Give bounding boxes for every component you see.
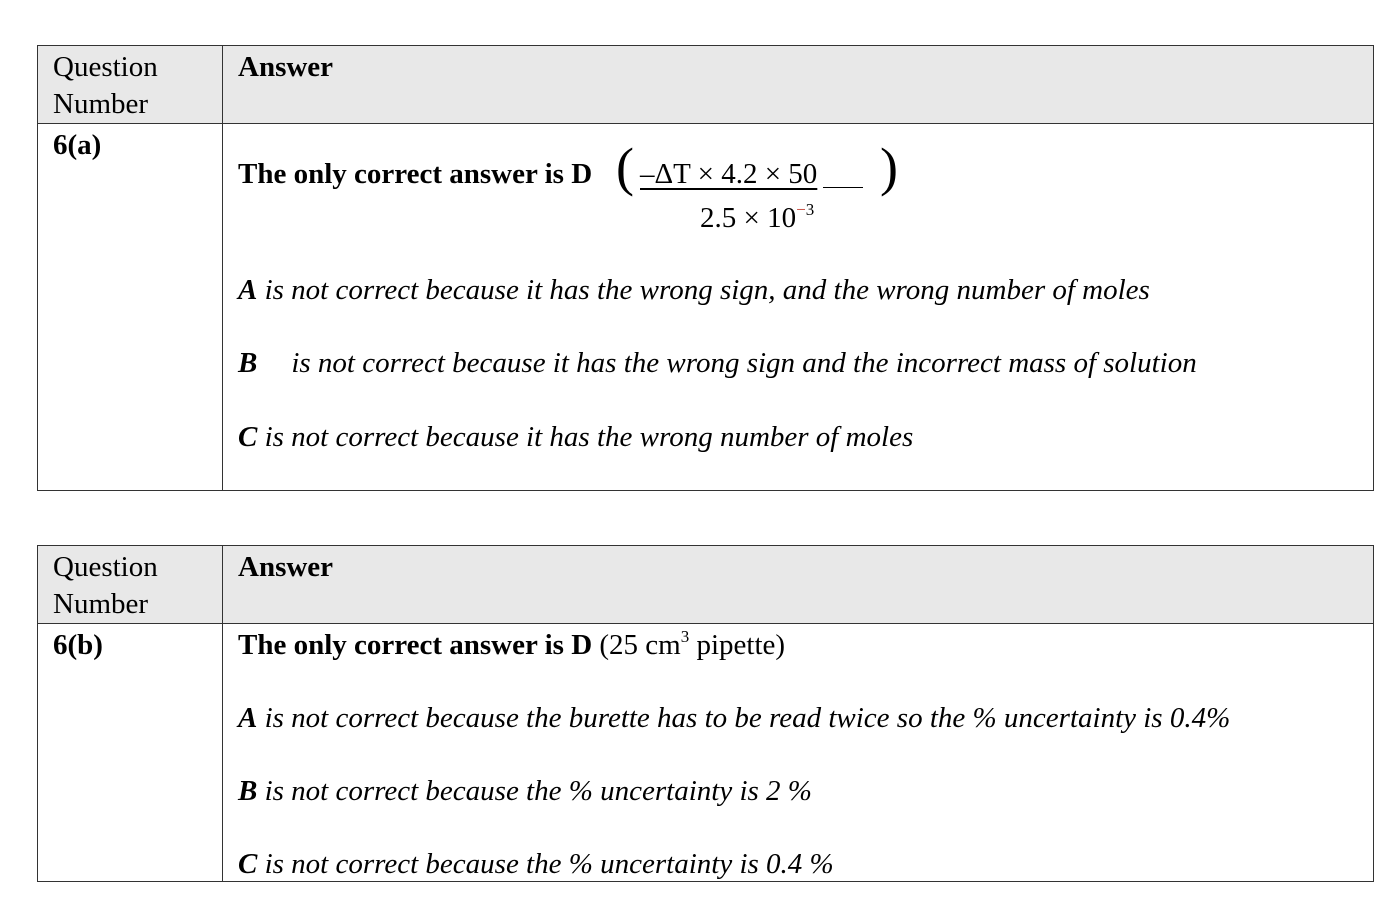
- option-text: is not correct because the % uncertainty is 0.4 %: [257, 848, 834, 880]
- option-text: is not correct because the burette has to be read twice so the % uncertainty is 0.4%: [257, 702, 1231, 734]
- option-c-line: [238, 419, 913, 455]
- denominator-exponent: 3: [805, 200, 815, 219]
- close-parenthesis: ): [880, 137, 898, 197]
- question-number-header-text: Question Number: [53, 51, 158, 120]
- question-number-header: [38, 546, 223, 624]
- fraction-rule: [823, 187, 863, 188]
- question-number: 6(b): [53, 629, 103, 661]
- answer-header-text: Answer: [238, 51, 334, 83]
- question-number-cell: [38, 624, 223, 882]
- option-a-line: [238, 700, 1230, 736]
- option-text: is not correct because the % uncertainty is 2 %: [257, 775, 812, 807]
- option-text: is not correct because it has the wrong sign and the incorrect mass of solution: [291, 347, 1197, 379]
- option-a-line: [238, 272, 1150, 308]
- option-letter: C: [238, 848, 258, 880]
- option-text: is not correct because it has the wrong number of moles: [257, 421, 914, 453]
- superscript-three: 3: [680, 627, 690, 646]
- fraction-numerator: –ΔT × 4.2 × 50: [640, 158, 818, 190]
- answer-header-text: Answer: [238, 551, 334, 583]
- answer-cell: [223, 124, 1374, 491]
- correct-answer-detail-pre: (25 cm: [592, 629, 681, 661]
- fraction-denominator: [700, 200, 814, 236]
- answer-cell: [223, 624, 1374, 882]
- correct-answer-statement: [238, 627, 785, 663]
- correct-answer-statement: The only correct answer is D: [238, 158, 593, 190]
- question-number-header: [38, 46, 223, 124]
- correct-answer-detail-post: pipette): [689, 629, 786, 661]
- denominator-base: 2.5 × 10: [700, 202, 797, 234]
- option-letter: A: [238, 274, 258, 306]
- option-text: is not correct because it has the wrong sign, and the wrong number of moles: [257, 274, 1150, 306]
- option-letter: B: [238, 347, 258, 379]
- option-letter: C: [238, 421, 258, 453]
- option-b-line: [238, 345, 1197, 381]
- open-parenthesis: (: [616, 137, 634, 197]
- option-c-line: [238, 846, 834, 882]
- option-letter: B: [238, 775, 258, 807]
- denominator-sign: −: [796, 200, 806, 219]
- answer-row: [38, 624, 1374, 882]
- option-letter: A: [238, 702, 258, 734]
- header-row: [38, 546, 1374, 624]
- mark-scheme-table-6b: [37, 545, 1374, 882]
- header-row: [38, 46, 1374, 124]
- option-b-line: [238, 773, 812, 809]
- question-number-header-text: Question Number: [53, 551, 158, 620]
- answer-header: [223, 546, 1374, 624]
- correct-answer-prefix: The only correct answer is D: [238, 629, 593, 661]
- mark-scheme-table-6a: [37, 45, 1374, 491]
- answer-header: [223, 46, 1374, 124]
- question-number-cell: [38, 124, 223, 491]
- question-number: 6(a): [53, 129, 102, 161]
- answer-row: [38, 124, 1374, 491]
